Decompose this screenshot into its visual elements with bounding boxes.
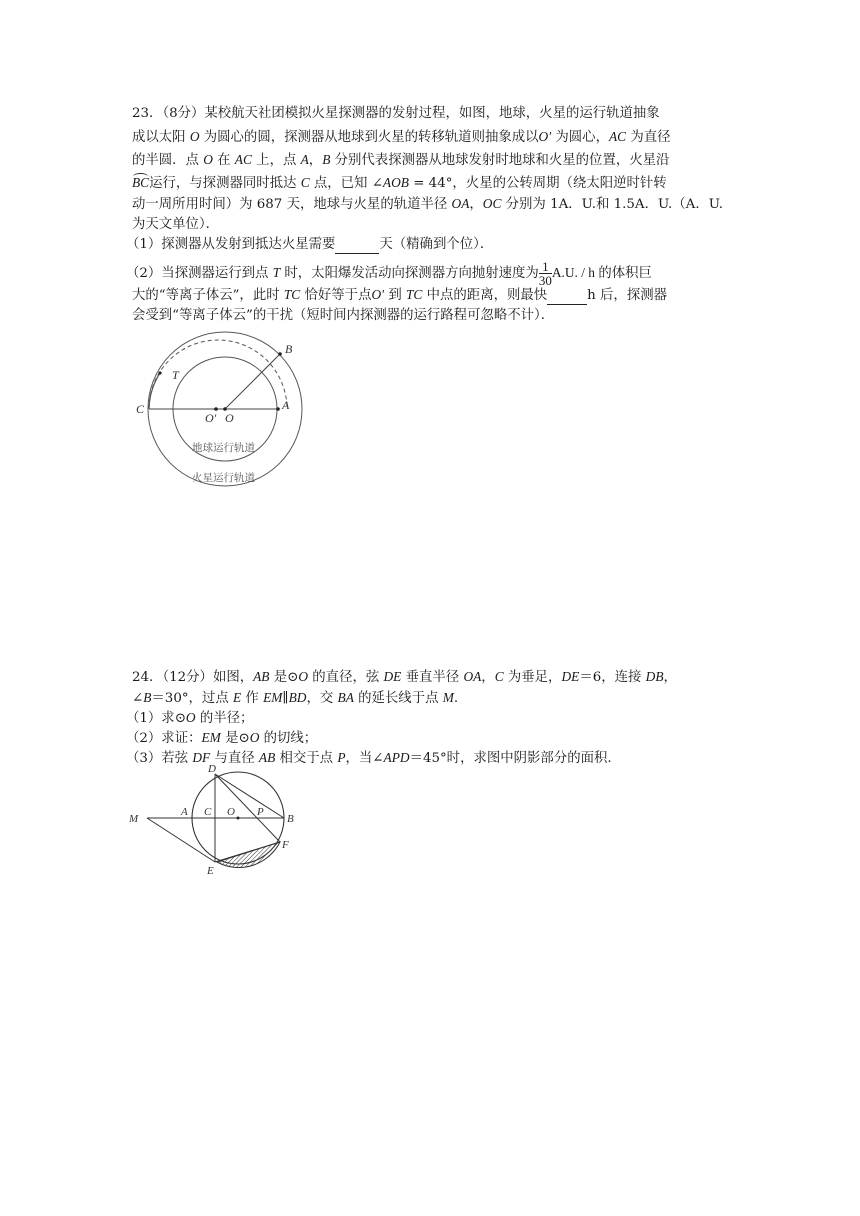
q23-line-5: 动一周所用时间）为 687 天，地球与火星的轨道半径 OA，OC 分别为 1A．U.和 1.5A．U.（A．U.	[132, 196, 724, 212]
label-d: D	[208, 763, 216, 775]
label-a: A	[282, 398, 290, 412]
q23-part-1: （1）探测器从发射到抵达火星需要 天（精确到个位）．	[126, 237, 494, 252]
mars-orbit-label: 火星运行轨道	[192, 472, 255, 484]
label-c: C	[204, 806, 212, 818]
q24-line-2: ∠B＝30°，过点 E 作 EM∥BD，交 BA 的延长线于点 M.	[132, 690, 459, 706]
label-t: T	[172, 368, 179, 382]
label-o-prime: O′	[205, 411, 217, 425]
q24-part-2: （2）求证：EM 是⊙O 的切线；	[126, 730, 318, 746]
label-o: O	[225, 411, 234, 425]
q23-line-1: 23．（8分）某校航天社团模拟火星探测器的发射过程，如图，地球，火星的运行轨道抽象	[132, 106, 660, 121]
chord-df	[215, 774, 280, 842]
answer-blank-1[interactable]	[335, 237, 379, 254]
point-o	[237, 817, 240, 820]
label-a: A	[181, 806, 188, 818]
q23-line-6: 为天文单位）．	[132, 217, 220, 232]
segment-ob	[225, 354, 280, 409]
answer-blank-2[interactable]	[547, 288, 587, 305]
q23-line-7: 大的“等离子体云”，此时 TC 恰好等于点O′ 到 TC 中点的距离，则最快 h 后，探测器	[132, 287, 667, 303]
label-b: B	[285, 342, 293, 356]
point-t	[158, 371, 161, 374]
q23-line-2: 成以太阳 O 为圆心的圆，探测器从地球到火星的转移轨道则抽象成以O′ 为圆心，AC 为直径	[132, 129, 671, 145]
segment-db	[215, 774, 284, 818]
point-a	[276, 407, 280, 411]
q23-line-3: 的半圆．点 O 在 AC 上，点 A，B 分别代表探测器从地球发射时地球和火星的位置，火星沿	[132, 152, 670, 168]
q24-line-1: 24．（12分）如图，AB 是⊙O 的直径，弦 DE 垂直半径 OA，C 为垂足，DE＝6，连接 DB，	[132, 669, 677, 685]
point-b	[278, 352, 282, 356]
transfer-orbit	[149, 340, 287, 409]
fraction: $\frac{1}{30}$	[538, 259, 552, 288]
circle-figure	[125, 762, 305, 877]
label-m: M	[129, 813, 139, 825]
label-f: F	[282, 839, 289, 851]
label-e: E	[207, 865, 214, 877]
label-b: B	[287, 813, 294, 825]
segment-em	[147, 818, 215, 862]
earth-orbit-label: 地球运行轨道	[192, 442, 255, 454]
q23-part-2: （2）当探测器运行到点 T 时，太阳爆发活动向探测器方向抛射速度为 $\frac{1}{30}$ A.U. / h 的体积巨	[126, 259, 652, 288]
q23-line-4: BC运行，与探测器同时抵达 C 点，已知 ∠AOB = 44°，火星的公转周期（绕太阳逆时针转	[132, 175, 667, 191]
q24-part-3: （3）若弦 DF 与直径 AB 相交于点 P，当∠APD＝45°时，求图中阴影部分的面积.	[126, 750, 612, 766]
label-p: P	[257, 806, 264, 818]
arc-bc: BC	[132, 175, 150, 190]
label-c: C	[136, 402, 145, 416]
q23-line-8: 会受到“等离子体云”的干扰（短时间内探测器的运行路程可忽略不计）．	[132, 308, 555, 323]
label-o: O	[227, 806, 235, 818]
orbit-figure	[130, 325, 320, 500]
shaded-segment	[217, 842, 280, 868]
q24-part-1: （1）求⊙O 的半径；	[126, 710, 254, 726]
